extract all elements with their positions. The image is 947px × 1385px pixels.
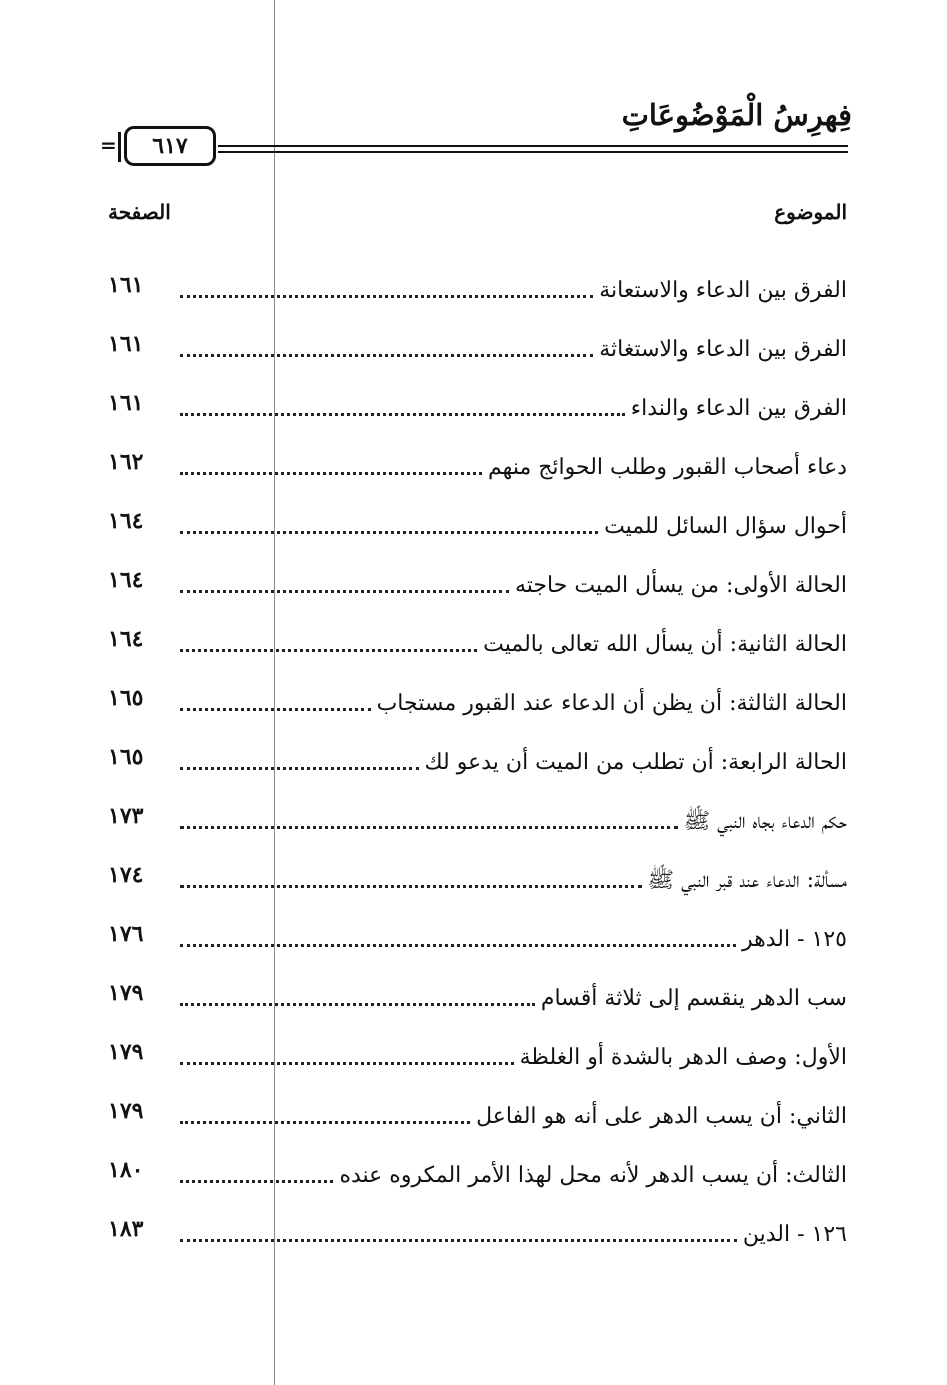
toc-entry-title: حكم الدعاء بجاه النبي ﷺ <box>683 809 847 834</box>
toc-entry-title: الفرق بين الدعاء والاستغاثة <box>599 337 847 362</box>
toc-entry-title: الثاني: أن يسب الدهر على أنه هو الفاعل <box>476 1104 847 1129</box>
toc-entry-page: ١٦١ <box>108 390 144 416</box>
dot-leader <box>180 1062 514 1065</box>
topic-column-heading: الموضوع <box>774 200 847 224</box>
toc-entry <box>0 799 947 839</box>
page-number-mark: = <box>100 133 117 157</box>
dot-leader <box>180 1239 737 1242</box>
dot-leader <box>180 767 419 770</box>
toc-entry-page: ١٦١ <box>108 272 144 298</box>
toc-entry-title: ١٢٦ - الدين <box>742 1222 847 1247</box>
toc-entry <box>0 563 947 603</box>
toc-entry-page: ١٦٢ <box>108 449 144 475</box>
dot-leader <box>180 649 477 652</box>
dot-leader <box>180 472 482 475</box>
toc-entry-title: دعاء أصحاب القبور وطلب الحوائج منهم <box>488 455 847 480</box>
toc-entry-page: ١٨٠ <box>108 1157 144 1183</box>
toc-entry <box>0 268 947 308</box>
dot-leader <box>180 885 642 888</box>
toc-entry <box>0 1212 947 1252</box>
toc-entry <box>0 917 947 957</box>
toc-entry-title: مسألة: الدعاء عند قبر النبي ﷺ <box>647 868 847 893</box>
page-number-box: ٦١٧ <box>124 126 216 166</box>
dot-leader <box>180 944 736 947</box>
toc-entry <box>0 504 947 544</box>
toc-entry <box>0 1153 947 1193</box>
toc-entry-title: الأول: وصف الدهر بالشدة أو الغلظة <box>519 1045 847 1070</box>
toc-entry-page: ١٦٤ <box>108 508 144 534</box>
toc-entry-page: ١٧٩ <box>108 980 144 1006</box>
toc-entry-title: الحالة الثانية: أن يسأل الله تعالى بالميت <box>483 632 847 657</box>
dot-leader <box>180 1180 333 1183</box>
toc-entry-title: الثالث: أن يسب الدهر لأنه محل لهذا الأمر المكروه عنده <box>339 1163 847 1188</box>
toc-entry-title: الفرق بين الدعاء والنداء <box>630 396 847 421</box>
toc-entry <box>0 1035 947 1075</box>
toc-entry-page: ١٧٩ <box>108 1039 144 1065</box>
header-rule-bottom <box>218 151 848 153</box>
toc-entry <box>0 327 947 367</box>
toc-entry-page: ١٧٦ <box>108 921 144 947</box>
toc-entry <box>0 740 947 780</box>
toc-entry-page: ١٦١ <box>108 331 144 357</box>
toc-entry-page: ١٧٩ <box>108 1098 144 1124</box>
toc-entry-page: ١٨٣ <box>108 1216 144 1242</box>
toc-entry-page: ١٧٣ <box>108 803 144 829</box>
toc-entry-title: الحالة الرابعة: أن تطلب من الميت أن يدعو لك <box>424 750 847 775</box>
toc-entry <box>0 681 947 721</box>
toc-entry <box>0 445 947 485</box>
dot-leader <box>180 1121 470 1124</box>
toc-entry <box>0 386 947 426</box>
toc-entry-page: ١٦٤ <box>108 567 144 593</box>
toc-entry-title: أحوال سؤال السائل للميت <box>604 514 847 539</box>
toc-entry-page: ١٦٤ <box>108 626 144 652</box>
dot-leader <box>180 413 625 416</box>
dot-leader <box>180 826 678 829</box>
toc-entry-title: سب الدهر ينقسم إلى ثلاثة أقسام <box>540 986 847 1011</box>
toc-entry-title: ١٢٥ - الدهر <box>742 927 847 952</box>
toc-entry-title: الحالة الأولى: من يسأل الميت حاجته <box>515 573 847 598</box>
page-header <box>100 96 852 186</box>
dot-leader <box>180 1003 535 1006</box>
toc-entry-title: الفرق بين الدعاء والاستعانة <box>599 278 847 303</box>
dot-leader <box>180 531 598 534</box>
toc-entry <box>0 1094 947 1134</box>
header-rule-top <box>218 145 848 147</box>
index-title: فِهرِسُ الْمَوْضُوعَاتِ <box>621 98 852 132</box>
dot-leader <box>180 295 593 298</box>
toc-entry <box>0 858 947 898</box>
page-column-heading: الصفحة <box>108 200 171 224</box>
page-box-bar <box>118 132 121 162</box>
dot-leader <box>180 590 509 593</box>
toc-entry-page: ١٦٥ <box>108 685 144 711</box>
toc-entry <box>0 976 947 1016</box>
toc-entry-page: ١٧٤ <box>108 862 144 888</box>
dot-leader <box>180 354 593 357</box>
toc-entry-page: ١٦٥ <box>108 744 144 770</box>
dot-leader <box>180 708 371 711</box>
toc-entry <box>0 622 947 662</box>
toc-entry-title: الحالة الثالثة: أن يظن أن الدعاء عند القبور مستجاب <box>376 691 847 716</box>
